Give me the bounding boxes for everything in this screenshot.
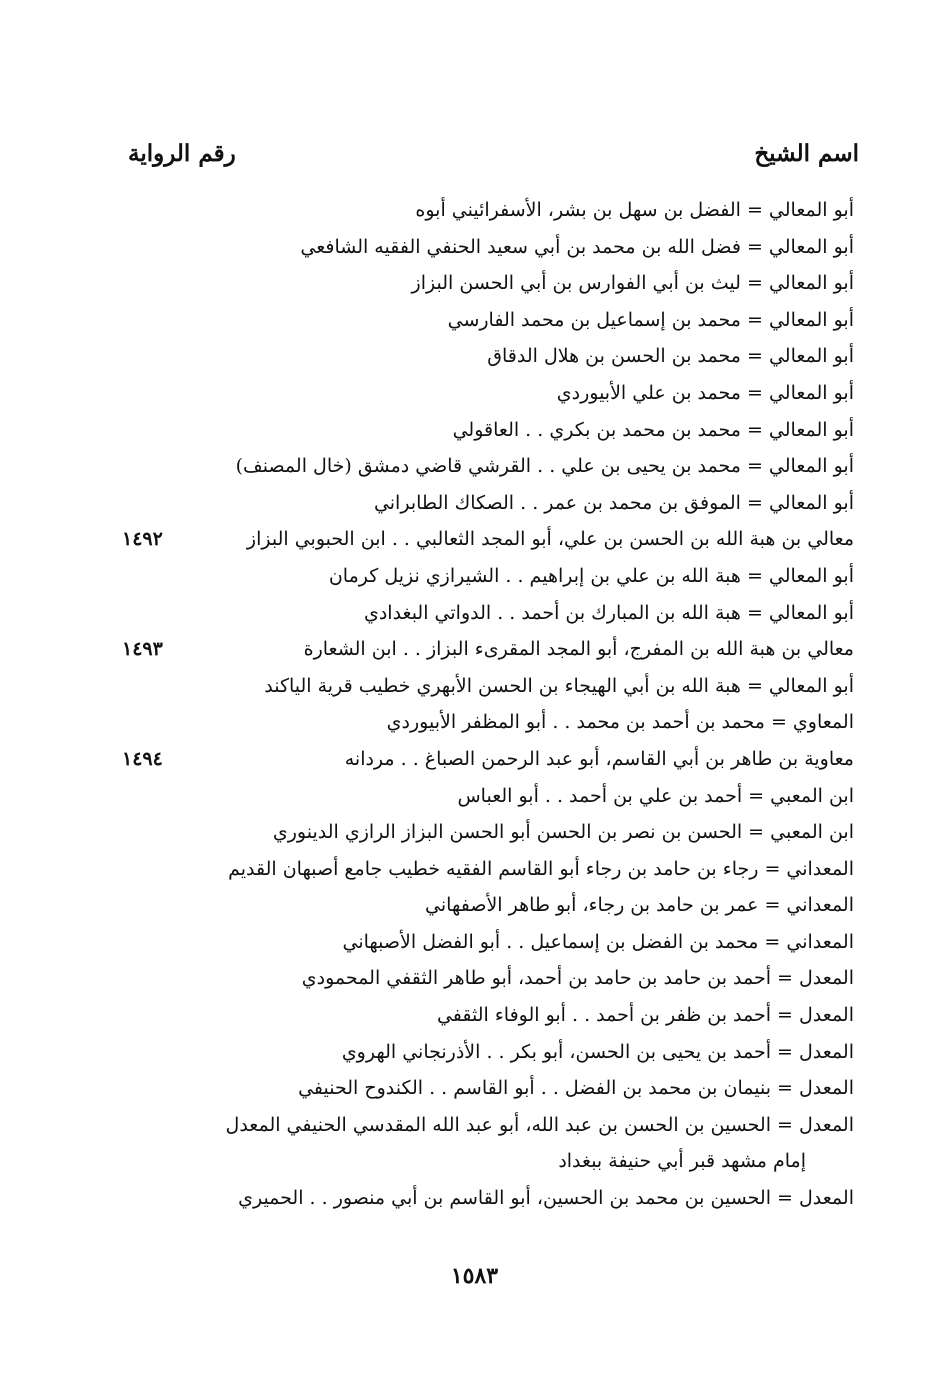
entry-text: معالي بن هبة الله بن المفرج، أبو المجد المقرىء البزاز . . ابن الشعارة bbox=[303, 638, 854, 661]
entry-text: المعدل = الحسين بن الحسن بن عبد الله، أبو عبد الله المقدسي الحنيفي المعدل bbox=[225, 1113, 854, 1136]
index-entry bbox=[122, 741, 854, 778]
index-entry bbox=[154, 1034, 854, 1071]
entry-text: أبو المعالي = محمد بن محمد بن بكري . . العاقولي bbox=[452, 418, 854, 441]
index-entry bbox=[154, 1180, 854, 1217]
index-entry-continuation bbox=[154, 1143, 854, 1180]
index-entry bbox=[154, 887, 854, 924]
index-entry bbox=[154, 375, 854, 412]
index-entries bbox=[122, 192, 854, 1217]
index-entry bbox=[122, 521, 854, 558]
entry-text: المعدل = أحمد بن ظفر بن أحمد . . أبو الوفاء الثقفي bbox=[436, 1004, 854, 1027]
entry-text: أبو المعالي = هبة الله بن المبارك بن أحمد . . الدواتي البغدادي bbox=[363, 601, 854, 624]
entry-text: أبو المعالي = فضل الله بن محمد بن أبي سعيد الحنفي الفقيه الشافعي bbox=[300, 235, 854, 258]
page-number: ١٥٨٣ bbox=[450, 1263, 499, 1289]
entry-text: أبو المعالي = محمد بن إسماعيل بن محمد الفارسي bbox=[447, 308, 854, 331]
index-entry bbox=[154, 997, 854, 1034]
index-entry bbox=[154, 265, 854, 302]
entry-text: المعداني = محمد بن الفضل بن إسماعيل . . أبو الفضل الأصبهاني bbox=[342, 930, 854, 953]
entry-text: أبو المعالي = الفضل بن سهل بن بشر، الأسفرائيني أبوه bbox=[415, 199, 854, 221]
shaykh-name-header: اسم الشيخ bbox=[754, 140, 859, 167]
index-entry bbox=[154, 1107, 854, 1144]
entry-text: المعدل = أحمد بن حامد بن حامد بن أحمد، أبو طاهر الثقفي المحمودي bbox=[301, 967, 854, 990]
entry-text: المعدل = الحسين بن محمد بن الحسين، أبو القاسم بن أبي منصور . . الحميري bbox=[238, 1187, 854, 1210]
index-entry bbox=[154, 960, 854, 997]
entry-text: ابن المعبي = أحمد بن علي بن أحمد . . أبو العباس bbox=[457, 784, 854, 807]
entry-text: أبو المعالي = هبة الله بن أبي الهيجاء بن الحسن الأبهري خطيب قرية الياكند bbox=[264, 674, 854, 697]
index-entry bbox=[154, 1070, 854, 1107]
entry-text: المعداني = عمر بن حامد بن رجاء، أبو طاهر الأصفهاني bbox=[425, 894, 854, 917]
entry-text: أبو المعالي = محمد بن يحيى بن علي . . القرشي قاضي دمشق (خال المصنف) bbox=[235, 455, 854, 478]
index-entry bbox=[122, 631, 854, 668]
entry-text: أبو المعالي = محمد بن الحسن بن هلال الدقاق bbox=[487, 345, 854, 368]
entry-text: معالي بن هبة الله بن الحسن بن علي، أبو المجد الثعالبي . . ابن الحبوبي البزاز bbox=[246, 528, 854, 551]
index-entry bbox=[154, 704, 854, 741]
entry-text: المعدل = أحمد بن يحيى بن الحسن، أبو بكر . . الأذرنجاني الهروي bbox=[341, 1040, 854, 1063]
entry-text: أبو المعالي = محمد بن علي الأبيوردي bbox=[556, 381, 854, 404]
entry-text: معاوية بن طاهر بن أبي القاسم، أبو عبد الرحمن الصباغ . . مردانه bbox=[344, 747, 854, 770]
index-entry bbox=[154, 338, 854, 375]
entry-text: أبو المعالي = هبة الله بن علي بن إبراهيم . . الشيرازي نزيل كرمان bbox=[328, 564, 854, 587]
entry-text: إمام مشهد قبر أبي حنيفة ببغداد bbox=[558, 1150, 806, 1173]
entry-text: المعداني = رجاء بن حامد بن رجاء أبو القاسم الفقيه خطيب جامع أصبهان القديم bbox=[228, 857, 854, 880]
index-entry bbox=[154, 448, 854, 485]
index-entry bbox=[154, 595, 854, 632]
riwaya-number-header: رقم الرواية bbox=[128, 140, 236, 167]
riwaya-number: ١٤٩٣ bbox=[122, 638, 163, 661]
index-entry bbox=[154, 668, 854, 705]
index-entry bbox=[154, 924, 854, 961]
index-entry bbox=[154, 485, 854, 522]
index-entry bbox=[154, 302, 854, 339]
index-entry bbox=[154, 192, 854, 229]
index-entry bbox=[154, 778, 854, 815]
entry-text: أبو المعالي = ليث بن أبي الفوارس بن أبي الحسن البزاز bbox=[411, 272, 854, 295]
index-entry bbox=[154, 814, 854, 851]
riwaya-number: ١٤٩٤ bbox=[122, 747, 163, 770]
entry-text: ابن المعبي = الحسن بن نصر بن الحسن أبو الحسن البزاز الرازي الدينوري bbox=[272, 821, 854, 844]
entry-text: أبو المعالي = الموفق بن محمد بن عمر . . الصكاك الطابراني bbox=[373, 491, 854, 514]
index-entry bbox=[154, 558, 854, 595]
riwaya-number: ١٤٩٢ bbox=[122, 528, 163, 551]
entry-text: المعاوي = محمد بن أحمد بن محمد . . أبو المظفر الأبيوردي bbox=[386, 711, 854, 734]
index-entry bbox=[154, 412, 854, 449]
index-entry bbox=[154, 851, 854, 888]
entry-text: المعدل = بنيمان بن محمد بن الفضل . . أبو القاسم . . الكندوح الحنيفي bbox=[298, 1077, 854, 1100]
index-entry bbox=[154, 229, 854, 266]
